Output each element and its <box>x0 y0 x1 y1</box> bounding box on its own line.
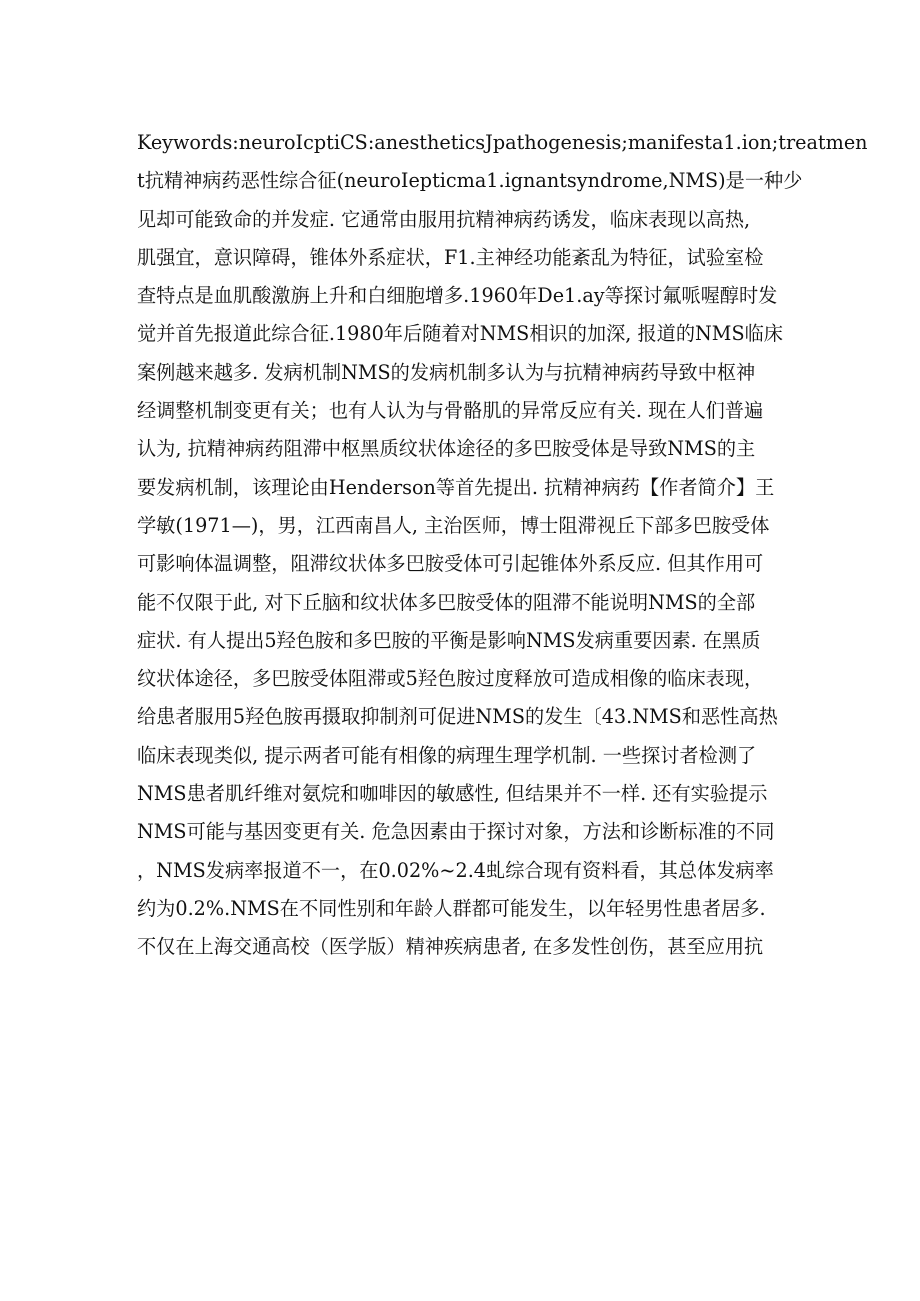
text-line-8: 经调整机制变更有关；也有人认为与骨骼肌的异常反应有关. 现在人们普遍 <box>137 399 764 423</box>
text-line-19: NMS可能与基因变更有关. 危急因素由于探讨对象，方法和诊断标准的不同 <box>137 820 775 844</box>
text-line-21: 约为0.2%.NMS在不同性别和年龄人群都可能发生，以年轻男性患者居多. <box>137 896 766 920</box>
text-line-14: 症状. 有人提出5羟色胺和多巴胺的平衡是影响NMS发病重要因素. 在黑质 <box>137 628 761 652</box>
text-line-10: 要发病机制，该理论由Henderson等首先提出. 抗精神病药【作者简介】王 <box>137 475 775 499</box>
text-line-22: 不仅在上海交通高校（医学版）精神疾病患者, 在多发性创伤，甚至应用抗 <box>137 935 764 959</box>
text-line-1: Keywords:neuroIcptiCS:anestheticsJpathogenesis;manifesta1.ion;treatmen <box>137 131 868 154</box>
text-line-18: NMS患者肌纤维对氨烷和咖啡因的敏感性, 但结果并不一样. 还有实验提示 <box>137 782 768 806</box>
text-line-16: 给患者服用5羟色胺再摄取抑制剂可促进NMS的发生〔43.NMS和恶性高热 <box>137 705 778 729</box>
text-line-7: 案例越来越多. 发病机制NMS的发病机制多认为与抗精神病药导致中枢神 <box>137 360 756 384</box>
text-line-9: 认为, 抗精神病药阻滞中枢黑质纹状体途径的多巴胺受体是导致NMS的主 <box>137 437 756 461</box>
text-line-3: 见却可能致命的并发症. 它通常由服用抗精神病药诱发，临床表现以高热, <box>137 207 751 231</box>
text-line-17: 临床表现类似, 提示两者可能有相像的病理生理学机制. 一些探讨者检测了 <box>137 743 757 767</box>
text-line-5: 查特点是血肌酸激旃上升和白细胞增多.1960年De1.ay等探讨氟哌喔醇时发 <box>137 284 778 308</box>
text-line-6: 觉并首先报道此综合征.1980年后随着对NMS相识的加深, 报道的NMS临床 <box>137 322 783 346</box>
text-line-4: 肌强宜，意识障碍，锥体外系症状，F1.主神经功能紊乱为特征，试验室检 <box>137 245 764 269</box>
text-line-20: ，NMS发病率报道不一，在0.02%~2.4虬综合现有资料看，其总体发病率 <box>137 858 774 882</box>
text-line-15: 纹状体途径，多巴胺受体阻滞或5羟色胺过度释放可造成相像的临床表现， <box>137 667 764 691</box>
text-line-11: 学敏(1971—)，男，江西南昌人, 主治医师，博士阻滞视丘下部多巴胺受体 <box>137 513 770 537</box>
text-line-13: 能不仅限于此, 对下丘脑和纹状体多巴胺受体的阻滞不能说明NMS的全部 <box>137 590 756 614</box>
text-line-12: 可影响体温调整，阻滞纹状体多巴胺受体可引起锥体外系反应. 但其作用可 <box>137 552 764 576</box>
body-text <box>137 124 868 967</box>
text-line-2: t抗精神病药恶性综合征(neuroIepticma1.ignantsyndrome,NMS)是一种少 <box>137 169 803 193</box>
